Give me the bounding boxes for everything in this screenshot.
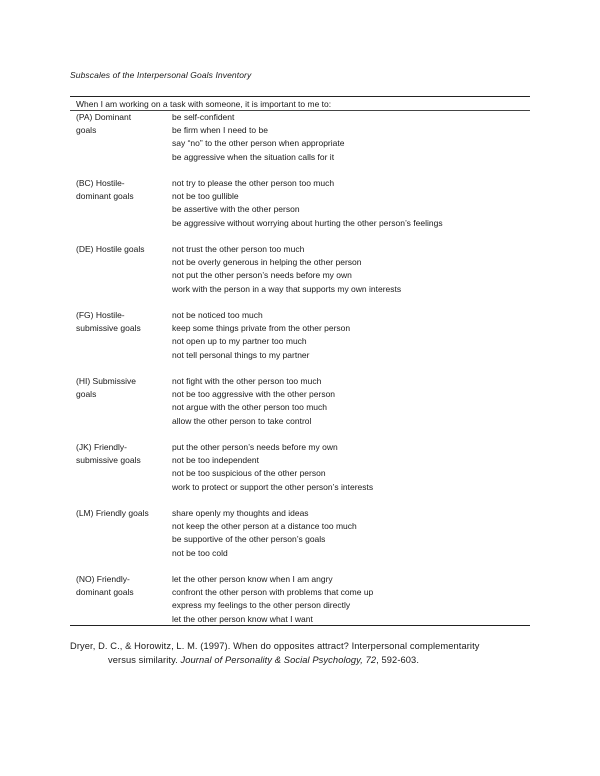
goal-item: not be overly generous in helping the other person bbox=[172, 257, 362, 268]
table-top-rule bbox=[70, 96, 530, 97]
citation-journal: Journal of Personality & Social Psychology, 72 bbox=[180, 655, 377, 665]
goal-item: keep some things private from the other person bbox=[172, 323, 351, 334]
subscale-items bbox=[172, 507, 532, 560]
goal-item: not be too cold bbox=[172, 547, 228, 558]
subscale-items bbox=[172, 441, 532, 494]
subscale-items bbox=[172, 375, 532, 428]
table-header: When I am working on a task with someone, it is important to me to: bbox=[76, 99, 332, 109]
goal-item: work with the person in a way that supports my own interests bbox=[172, 283, 402, 294]
goal-item: not tell personal things to my partner bbox=[172, 349, 310, 360]
subscale-label: (BC) Hostile- dominant goals bbox=[76, 178, 134, 202]
goal-item: not be too gullible bbox=[172, 191, 239, 202]
goal-item: put the other person’s needs before my own bbox=[172, 442, 338, 452]
goal-item: let the other person know what I want bbox=[172, 613, 313, 624]
page-title: Subscales of the Interpersonal Goals Inventory bbox=[70, 70, 252, 80]
goal-item: not be too suspicious of the other person bbox=[172, 468, 326, 479]
goal-item: not fight with the other person too much bbox=[172, 376, 322, 386]
table-bottom-rule bbox=[70, 625, 530, 626]
subscale-items bbox=[172, 111, 532, 164]
goal-item: allow the other person to take control bbox=[172, 415, 312, 426]
goal-item: express my feelings to the other person directly bbox=[172, 600, 351, 611]
goal-item: not trust the other person too much bbox=[172, 244, 305, 254]
subscale-label: (NO) Friendly- dominant goals bbox=[76, 574, 134, 598]
goal-item: be self-confident bbox=[172, 112, 235, 122]
subscale-label: (HI) Submissive goals bbox=[76, 376, 136, 400]
goal-item: not open up to my partner too much bbox=[172, 336, 307, 347]
goal-item: be aggressive without worrying about hurting the other person’s feelings bbox=[172, 217, 443, 228]
citation-continuation bbox=[70, 653, 540, 667]
goal-item: not be too aggressive with the other person bbox=[172, 389, 336, 400]
goal-item: confront the other person with problems that come up bbox=[172, 587, 374, 598]
goal-item: share openly my thoughts and ideas bbox=[172, 508, 309, 518]
subscale-items bbox=[172, 243, 532, 296]
subscale-items bbox=[172, 573, 532, 626]
subscale-items bbox=[172, 309, 532, 362]
goal-item: not be noticed too much bbox=[172, 310, 263, 320]
subscale-label: (FG) Hostile- submissive goals bbox=[76, 310, 141, 334]
subscale-items bbox=[172, 177, 532, 230]
goal-item: not be too independent bbox=[172, 455, 259, 466]
citation-authors: Dryer, D. C., & Horowitz, L. M. (1997). When do opposites attract? Interpersonal complementarity bbox=[70, 641, 480, 651]
citation-plain: versus similarity. bbox=[108, 655, 181, 665]
goal-item: work to protect or support the other person’s interests bbox=[172, 481, 374, 492]
goal-item: not keep the other person at a distance too much bbox=[172, 521, 357, 532]
goal-item: let the other person know when I am angry bbox=[172, 574, 333, 584]
citation bbox=[70, 639, 540, 667]
goal-item: not argue with the other person too much bbox=[172, 402, 327, 413]
citation-pages: , 592-603. bbox=[376, 655, 420, 665]
goal-item: be assertive with the other person bbox=[172, 204, 300, 215]
goal-item: be aggressive when the situation calls for it bbox=[172, 151, 335, 162]
subscale-label: (PA) Dominant goals bbox=[76, 112, 132, 136]
goal-item: be supportive of the other person’s goals bbox=[172, 534, 326, 545]
subscale-label: (JK) Friendly- submissive goals bbox=[76, 442, 141, 466]
goal-item: say “no” to the other person when appropriate bbox=[172, 138, 345, 149]
goal-item: be firm when I need to be bbox=[172, 125, 268, 136]
subscale-label: (LM) Friendly goals bbox=[76, 508, 149, 518]
goal-item: not put the other person’s needs before my own bbox=[172, 270, 352, 281]
goal-item: not try to please the other person too much bbox=[172, 178, 335, 188]
subscale-label: (DE) Hostile goals bbox=[76, 244, 145, 254]
